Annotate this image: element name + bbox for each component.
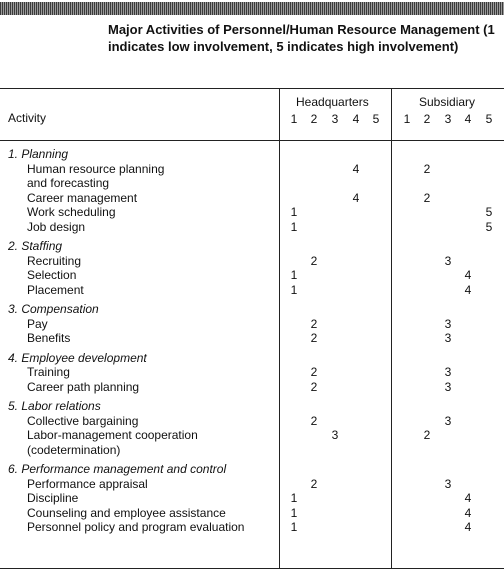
hq-rating: 1 bbox=[290, 205, 298, 219]
table-title: Major Activities of Personnel/Human Resource Management (1 indicates low involvement, 5 indicates high involvement) bbox=[108, 22, 495, 54]
hq-rating: 2 bbox=[310, 413, 318, 428]
sub-rating: 3 bbox=[444, 476, 452, 491]
activity-label: Job design bbox=[27, 219, 86, 234]
sub-rating: 4 bbox=[464, 505, 472, 520]
sub-scale-5: 5 bbox=[485, 112, 493, 126]
hq-rating: 2 bbox=[310, 253, 318, 268]
sub-rating: 2 bbox=[423, 161, 431, 176]
hq-rating: 3 bbox=[331, 428, 339, 442]
hq-rating: 2 bbox=[310, 476, 318, 491]
hq-rating: 1 bbox=[290, 282, 298, 297]
hq-scale-3: 3 bbox=[331, 112, 339, 126]
sub-rating: 3 bbox=[444, 316, 452, 331]
activity-label: Discipline bbox=[27, 491, 79, 505]
sub-scale-3: 3 bbox=[444, 112, 452, 126]
sub-scale-4: 4 bbox=[464, 112, 472, 126]
hq-scale-5: 5 bbox=[372, 112, 380, 126]
hq-rating: 4 bbox=[352, 161, 360, 176]
header-rule bbox=[0, 140, 504, 141]
hq-scale-4: 4 bbox=[352, 112, 360, 126]
sub-divider bbox=[391, 88, 392, 568]
sub-rating: 5 bbox=[485, 219, 493, 234]
activity-header: Activity bbox=[8, 111, 47, 125]
hq-scale-1: 1 bbox=[290, 112, 298, 126]
activity-label: Human resource planning bbox=[27, 161, 165, 176]
activity-label: Selection bbox=[27, 268, 77, 282]
activity-label: Placement bbox=[27, 282, 84, 297]
sub-rating: 2 bbox=[423, 428, 431, 442]
category-label: 3. Compensation bbox=[8, 302, 99, 316]
activity-label: Career path planning bbox=[27, 379, 140, 394]
activity-label: Work scheduling bbox=[27, 205, 116, 219]
hq-rating: 2 bbox=[310, 316, 318, 331]
hq-rating: 2 bbox=[310, 331, 318, 345]
sub-rating: 3 bbox=[444, 331, 452, 345]
hq-rating: 2 bbox=[310, 379, 318, 394]
sub-scale-2: 2 bbox=[423, 112, 431, 126]
subsidiary-header: Subsidiary bbox=[419, 95, 476, 109]
hq-divider bbox=[279, 88, 280, 568]
headquarters-header: Headquarters bbox=[296, 95, 369, 109]
category-label: 4. Employee development bbox=[8, 350, 147, 365]
sub-rating: 3 bbox=[444, 379, 452, 394]
bottom-rule bbox=[0, 568, 504, 569]
sub-rating: 4 bbox=[464, 520, 472, 534]
category-label: 2. Staffing bbox=[8, 239, 63, 253]
activity-label: Training bbox=[27, 365, 70, 379]
activity-label: Personnel policy and program evaluation bbox=[27, 520, 245, 534]
activity-label: and forecasting bbox=[27, 176, 110, 190]
hq-rating: 1 bbox=[290, 491, 298, 505]
sub-rating: 4 bbox=[464, 491, 472, 505]
hq-rating: 2 bbox=[310, 365, 318, 379]
sub-rating: 5 bbox=[485, 205, 493, 219]
sub-rating: 4 bbox=[464, 282, 472, 297]
hq-rating: 1 bbox=[290, 505, 298, 520]
sub-rating: 4 bbox=[464, 268, 472, 282]
activity-label: Benefits bbox=[27, 331, 71, 345]
activity-label: Collective bargaining bbox=[27, 413, 139, 428]
hq-rating: 1 bbox=[290, 268, 298, 282]
hq-rating: 4 bbox=[352, 190, 360, 205]
activity-label: Recruiting bbox=[27, 253, 82, 268]
activity-label: (codetermination) bbox=[27, 442, 121, 457]
hq-rating: 1 bbox=[290, 219, 298, 234]
category-label: 5. Labor relations bbox=[8, 399, 101, 413]
category-label: 1. Planning bbox=[8, 147, 69, 161]
sub-rating: 3 bbox=[444, 365, 452, 379]
activity-label: Pay bbox=[27, 316, 48, 331]
sub-rating: 3 bbox=[444, 413, 452, 428]
header-bar bbox=[0, 2, 504, 15]
activity-label: Performance appraisal bbox=[27, 476, 148, 491]
hq-rating: 1 bbox=[290, 520, 298, 534]
category-label: 6. Performance management and control bbox=[8, 462, 227, 476]
activity-label: Labor-management cooperation bbox=[27, 428, 198, 442]
top-rule bbox=[0, 88, 504, 89]
sub-rating: 3 bbox=[444, 253, 452, 268]
sub-scale-1: 1 bbox=[403, 112, 411, 126]
activity-label: Career management bbox=[27, 190, 138, 205]
hq-scale-2: 2 bbox=[310, 112, 318, 126]
activity-label: Counseling and employee assistance bbox=[27, 505, 226, 520]
sub-rating: 2 bbox=[423, 190, 431, 205]
